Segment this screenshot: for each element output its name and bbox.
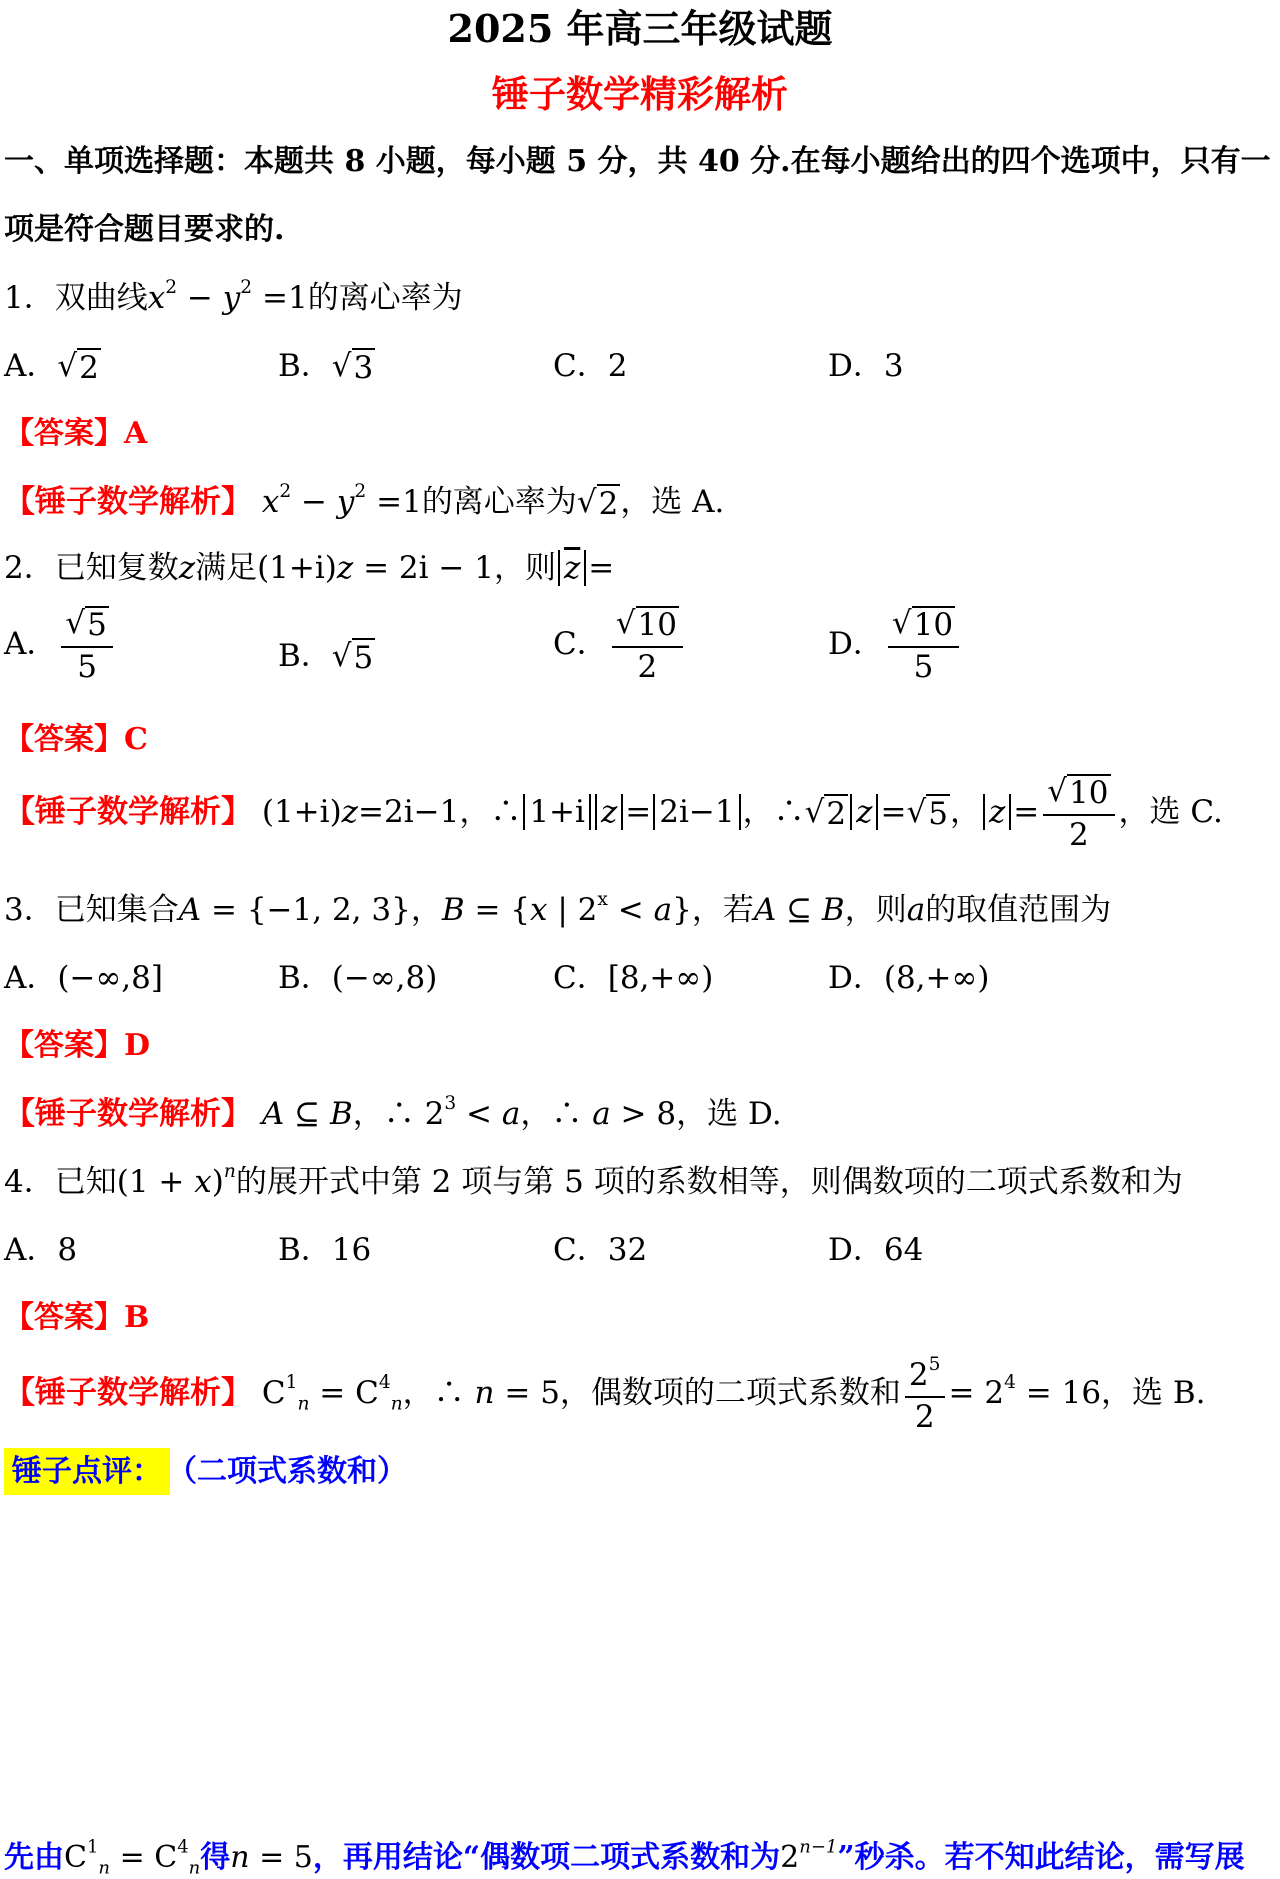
q4-answer: 【答案】B xyxy=(4,1300,150,1335)
page-title: 2025 年高三年级试题 xyxy=(447,6,833,51)
q1-option-b: B． √ 3 xyxy=(278,348,374,386)
comment-topic: （二项式系数和） xyxy=(182,1454,407,1489)
q2-option-c: C． √ 10 2 xyxy=(553,606,687,685)
page-subtitle: 锤子数学精彩解析 xyxy=(492,72,788,116)
comment-text: 先由$C^1_n = C^4_n$得n = 5，再用结论“偶数项二项式系数和为$2^{n-1}$”秒杀。若不知此结论，需写展 xyxy=(4,1836,1245,1879)
question-1 xyxy=(4,272,463,317)
q1-option-d: D．3 xyxy=(828,348,904,384)
section-heading-line1: 一、单项选择题：本题共 8 小题，每小题 5 分，共 40 分.在每小题给出的四个选项中，只有一 xyxy=(4,144,1271,179)
sqrt-3: √ 3 xyxy=(331,348,374,386)
question-4: 4．已知$(1 + x)^n$的展开式中第 2 项与第 5 项的系数相等，则偶数项的二项式系数和为 xyxy=(4,1161,1183,1200)
comment-heading xyxy=(4,1446,407,1490)
q4-option-a: A．8 xyxy=(4,1232,78,1268)
question-1-formula: $x^2 - y^2 =1$ xyxy=(147,277,308,316)
q3-option-b: B．(−∞,8) xyxy=(278,960,438,996)
q4-analysis: 【锤子数学解析】 $C^1_n = C^4_n$，∴ n = 5，偶数项的二项式系数和 $\frac{2^5}{2}$ = $2^4 = 16$，选 B. xyxy=(4,1354,1206,1435)
q2-analysis: 【锤子数学解析】 (1+i)z=2i−1，∴ 1+i z = 2i−1 ，∴ √ 2 z = √ 5 ， z = √ 10 2 ，选 C. xyxy=(4,773,1223,853)
sqrt-2: √ 2 xyxy=(57,348,99,386)
question-1-num: 1．双曲线 xyxy=(4,280,148,316)
q1-option-c: C．2 xyxy=(553,348,628,384)
question-3: 3．已知集合A = {−1, 2, 3}，B = {x | 2$^x$ < a}，若A ⊆ B，则a的取值范围为 xyxy=(4,889,1112,928)
q3-option-a: A．(−∞,8] xyxy=(4,960,163,996)
q1-answer: 【答案】A xyxy=(4,416,148,451)
q1-answer-value: A xyxy=(124,416,148,451)
analysis-tag: 【锤子数学解析】 xyxy=(4,484,252,520)
question-2: 2．已知复数z满足(1+i)z = 2i − 1，则 $\overline{z}$ = xyxy=(4,550,615,586)
q1-analysis: 【锤子数学解析】 $x^2 - y^2 =1$的离心率为 √ 2 ，选 A. xyxy=(4,481,725,522)
q2-option-a: A． √ 5 5 xyxy=(4,606,117,685)
q2-option-b: B． √ 5 xyxy=(278,638,374,676)
q3-option-d: D．(8,+∞) xyxy=(828,960,990,996)
q3-option-c: C．[8,+∞) xyxy=(553,960,714,996)
q4-option-c: C．32 xyxy=(553,1232,648,1268)
q3-answer: 【答案】D xyxy=(4,1028,151,1063)
question-1-tail: 的离心率为 xyxy=(307,280,463,316)
comment-tag: 锤子点评： xyxy=(4,1448,170,1495)
q4-option-b: B．16 xyxy=(278,1232,372,1268)
q2-option-d: D． √ 10 5 xyxy=(828,606,963,685)
q1-option-a: A． √ 2 xyxy=(4,348,99,386)
q2-answer: 【答案】C xyxy=(4,722,148,757)
section-heading-line2: 项是符合题目要求的. xyxy=(4,212,285,247)
q3-analysis: 【锤子数学解析】 A ⊆ B，∴ $2^3 < a$，∴ a > 8，选 D. xyxy=(4,1093,782,1132)
q4-option-d: D．64 xyxy=(828,1232,924,1268)
